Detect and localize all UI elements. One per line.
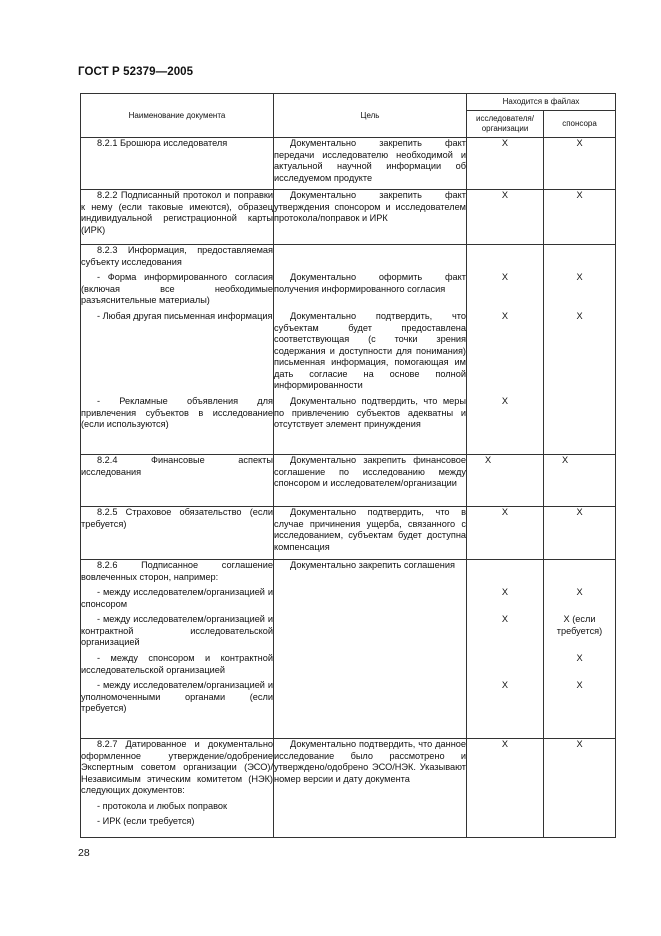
cell-purpose: Документально закрепить финансовое соглашение по исследованию между спонсором и исследователем/организации xyxy=(274,455,467,507)
cell-document-name: 8.2.3 Информация, предоставляемая субъекту исследования - Форма информированного согласия (включая все необходимые разъяснительные материалы) - Любая другая письменная информация - Рекламные объявления для привлечения субъектов в исследование (если используются) xyxy=(81,245,274,455)
column-header-name: Наименование документа xyxy=(81,94,274,138)
table-row xyxy=(81,739,616,838)
cell-document-name: 8.2.5 Страховое обязательство (если требуется) xyxy=(81,507,274,560)
cell-document-name: 8.2.1 Брошюра исследователя xyxy=(81,138,274,190)
cell-purpose: Документально закрепить факт утверждения спонсором и исследователем протокола/поправок и ИРК xyxy=(274,190,467,245)
cell-sponsor-mark: X xyxy=(544,455,616,507)
table-row xyxy=(81,455,616,507)
cell-purpose: Документально закрепить факт передачи исследователю необходимой и актуальной научной информации об исследуемом продукте xyxy=(274,138,467,190)
cell-sponsor-mark: X xyxy=(544,190,616,245)
column-header-files: Находится в файлах xyxy=(467,94,616,111)
cell-investigator-mark: X xyxy=(467,739,544,838)
cell-investigator-mark: X X X xyxy=(467,245,544,455)
cell-purpose: Документально закрепить соглашения xyxy=(274,560,467,739)
cell-document-name: 8.2.2 Подписанный протокол и поправки к нему (если таковые имеются), образец индивидуальной регистрационной карты (ИРК) xyxy=(81,190,274,245)
page-number: 28 xyxy=(78,847,90,859)
table-row xyxy=(81,560,616,739)
cell-purpose: Документально подтвердить, что в случае причинения ущерба, связанного с исследованием, субъектам будет доступна компенсация xyxy=(274,507,467,560)
cell-purpose: Документально подтвердить, что данное исследование было рассмотрено и утверждено/одобрено ЭСО/НЭК. Указывают номер версии и дату документа xyxy=(274,739,467,838)
column-header-purpose: Цель xyxy=(274,94,467,138)
cell-sponsor-mark: X xyxy=(544,507,616,560)
table-row xyxy=(81,190,616,245)
cell-document-name: 8.2.6 Подписанное соглашение вовлеченных сторон, например: - между исследователем/организацией и спонсором - между исследователем/организацией и контрактной исследовательской организацией - между спонсором и контрактной исследовательской организацией - между исследователем/организацией и уполномоченными органами (если требуется) xyxy=(81,560,274,739)
cell-investigator-mark: X X X xyxy=(467,560,544,739)
cell-investigator-mark: X xyxy=(467,138,544,190)
document-title: ГОСТ Р 52379—2005 xyxy=(78,66,194,78)
cell-sponsor-mark: X X (если требуется) X X xyxy=(544,560,616,739)
column-header-sponsor: спонсора xyxy=(544,111,616,138)
cell-purpose: Документально оформить факт получения информированного согласия Документально подтвердить, что субъектам будет предоставлена соответствующая (с точки зрения содержания и доступности для понимания) письменная информация, помогающая им дать согласие на основе полной информированности Документально подтвердить, что меры по привлечению субъектов адекватны и отсутствует элемент принуждения xyxy=(274,245,467,455)
cell-investigator-mark: X xyxy=(467,190,544,245)
table-row xyxy=(81,138,616,190)
table-row xyxy=(81,507,616,560)
cell-document-name: 8.2.7 Датированное и документально оформленное утверждение/одобрение Экспертным советом организации (ЭСО)/Независимым этическим комитетом (НЭК) следующих документов: - протокола и любых поправок - ИРК (если требуется) xyxy=(81,739,274,838)
cell-investigator-mark: X xyxy=(467,455,544,507)
cell-investigator-mark: X xyxy=(467,507,544,560)
table-header-row xyxy=(81,94,616,111)
cell-sponsor-mark: X X xyxy=(544,245,616,455)
cell-sponsor-mark: X xyxy=(544,739,616,838)
cell-sponsor-mark: X xyxy=(544,138,616,190)
documents-table xyxy=(80,93,616,838)
cell-document-name: 8.2.4 Финансовые аспекты исследования xyxy=(81,455,274,507)
table-row xyxy=(81,245,616,455)
column-header-investigator: исследователя/ организации xyxy=(467,111,544,138)
